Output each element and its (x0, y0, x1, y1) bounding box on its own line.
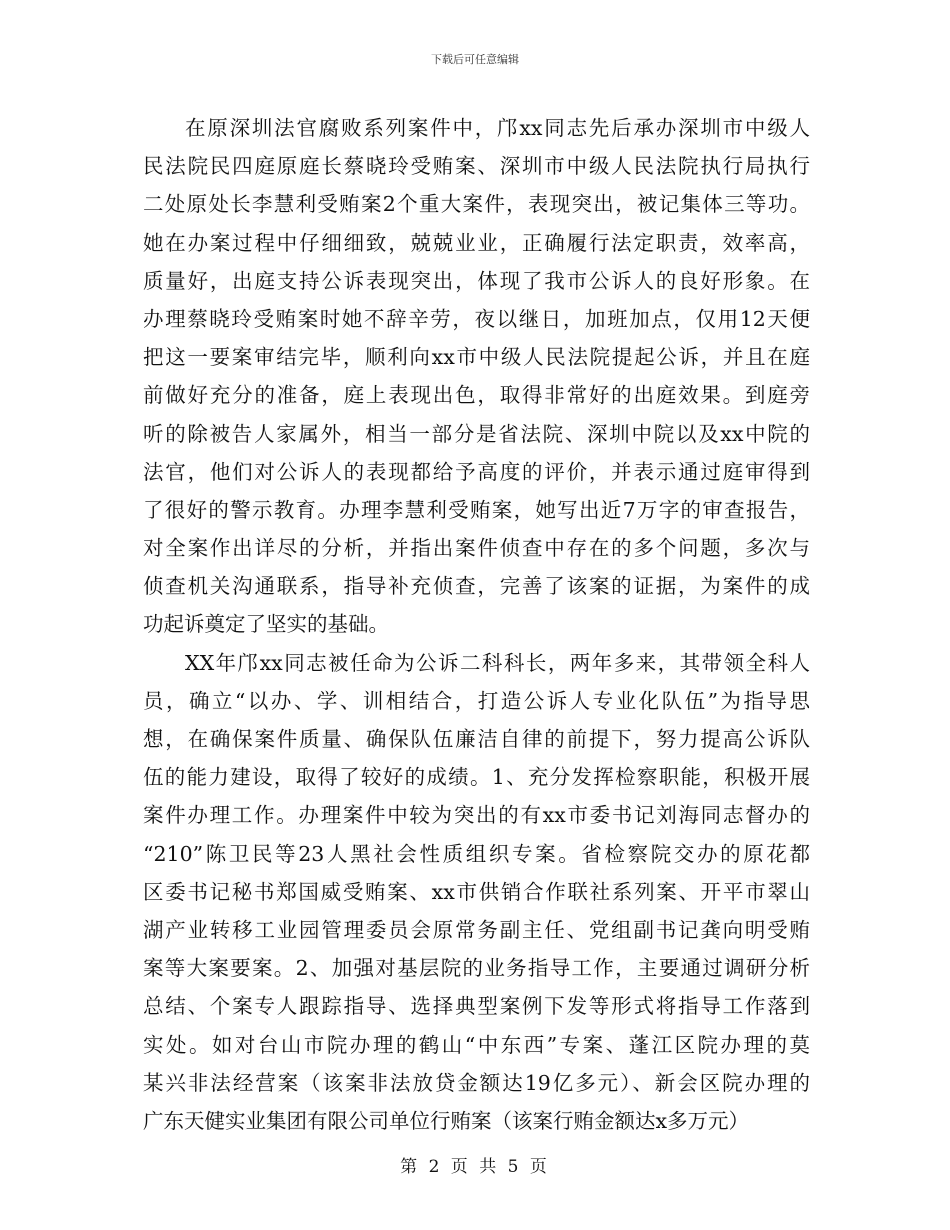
page-header: 下载后可任意编辑 (431, 53, 519, 66)
text-line: 想，在确保案件质量、确保队伍廉洁自律的前提下，努力提高公诉队 (143, 727, 810, 751)
text-line: “210”陈卫民等23人黑社会性质组织专案。省检察院交办的原花都 (143, 841, 810, 866)
text-line: 了很好的警示教育。办理李慧利受贿案，她写出近7万字的审查报告， (143, 497, 810, 522)
text-line: 把这一要案审结完毕，顺利向xx市中级人民法院提起公诉，并且在庭 (143, 345, 810, 370)
text-line: 湖产业转移工业园管理委员会原常务副主任、党组副书记龚向明受贿 (143, 917, 810, 942)
text-line: 案等大案要案。2、加强对基层院的业务指导工作，主要通过调研分析 (143, 956, 810, 981)
text-line: 前做好充分的准备，庭上表现出色，取得非常好的出庭效果。到庭旁 (143, 383, 810, 408)
text-line: 对全案作出详尽的分析，并指出案件侦查中存在的多个问题，多次与 (143, 536, 810, 561)
text-line: 民法院民四庭原庭长蔡晓玲受贿案、深圳市中级人民法院执行局执行 (143, 154, 810, 179)
text-line: 伍的能力建设，取得了较好的成绩。1、充分发挥检察职能，积极开展 (143, 765, 810, 790)
text-line: 员，确立“以办、学、训相结合，打造公诉人专业化队伍”为指导思 (143, 688, 810, 713)
text-line: 听的除被告人家属外，相当一部分是省法院、深圳中院以及xx中院的 (143, 421, 810, 446)
text-line: 法官，他们对公诉人的表现都给予高度的评价，并表示通过庭审得到 (143, 459, 810, 484)
paragraph-1 (143, 109, 810, 644)
text-line: 在原深圳法官腐败系列案件中，邝xx同志先后承办深圳市中级人 (185, 116, 810, 140)
text-line: XX年邝xx同志被任命为公诉二科科长，两年多来，其带领全科人 (185, 650, 810, 675)
paragraph-2 (143, 644, 810, 1140)
text-line: 某兴非法经营案（该案非法放贷金额达19亿多元）、新会区院办理的 (143, 1070, 810, 1095)
text-line: 案件办理工作。办理案件中较为突出的有xx市委书记刘海同志督办的 (143, 803, 810, 828)
text-line: 区委书记秘书郑国威受贿案、xx市供销合作联社系列案、开平市翠山 (143, 879, 810, 904)
text-line: 实处。如对台山市院办理的鹤山“中东西”专案、蓬江区院办理的莫 (143, 1032, 810, 1057)
text-line: 质量好，出庭支持公诉表现突出，体现了我市公诉人的良好形象。在 (143, 268, 810, 293)
document-body (143, 109, 810, 1140)
text-line: 广东天健实业集团有限公司单位行贿案（该案行贿金额达x多万元） (143, 1108, 750, 1133)
text-line: 二处原处长李慧利受贿案2个重大案件，表现突出，被记集体三等功。 (143, 192, 810, 217)
page-number: 第 2 页 共 5 页 (400, 1157, 550, 1177)
text-line: 总结、个案专人跟踪指导、选择典型案例下发等形式将指导工作落到 (143, 994, 810, 1019)
text-line: 功起诉奠定了坚实的基础。 (143, 612, 389, 637)
text-line: 办理蔡晓玲受贿案时她不辞辛劳，夜以继日，加班加点，仅用12天便 (143, 306, 810, 331)
text-line: 侦查机关沟通联系，指导补充侦查，完善了该案的证据，为案件的成 (143, 574, 810, 599)
text-line: 她在办案过程中仔细细致，兢兢业业，正确履行法定职责，效率高， (143, 230, 810, 255)
